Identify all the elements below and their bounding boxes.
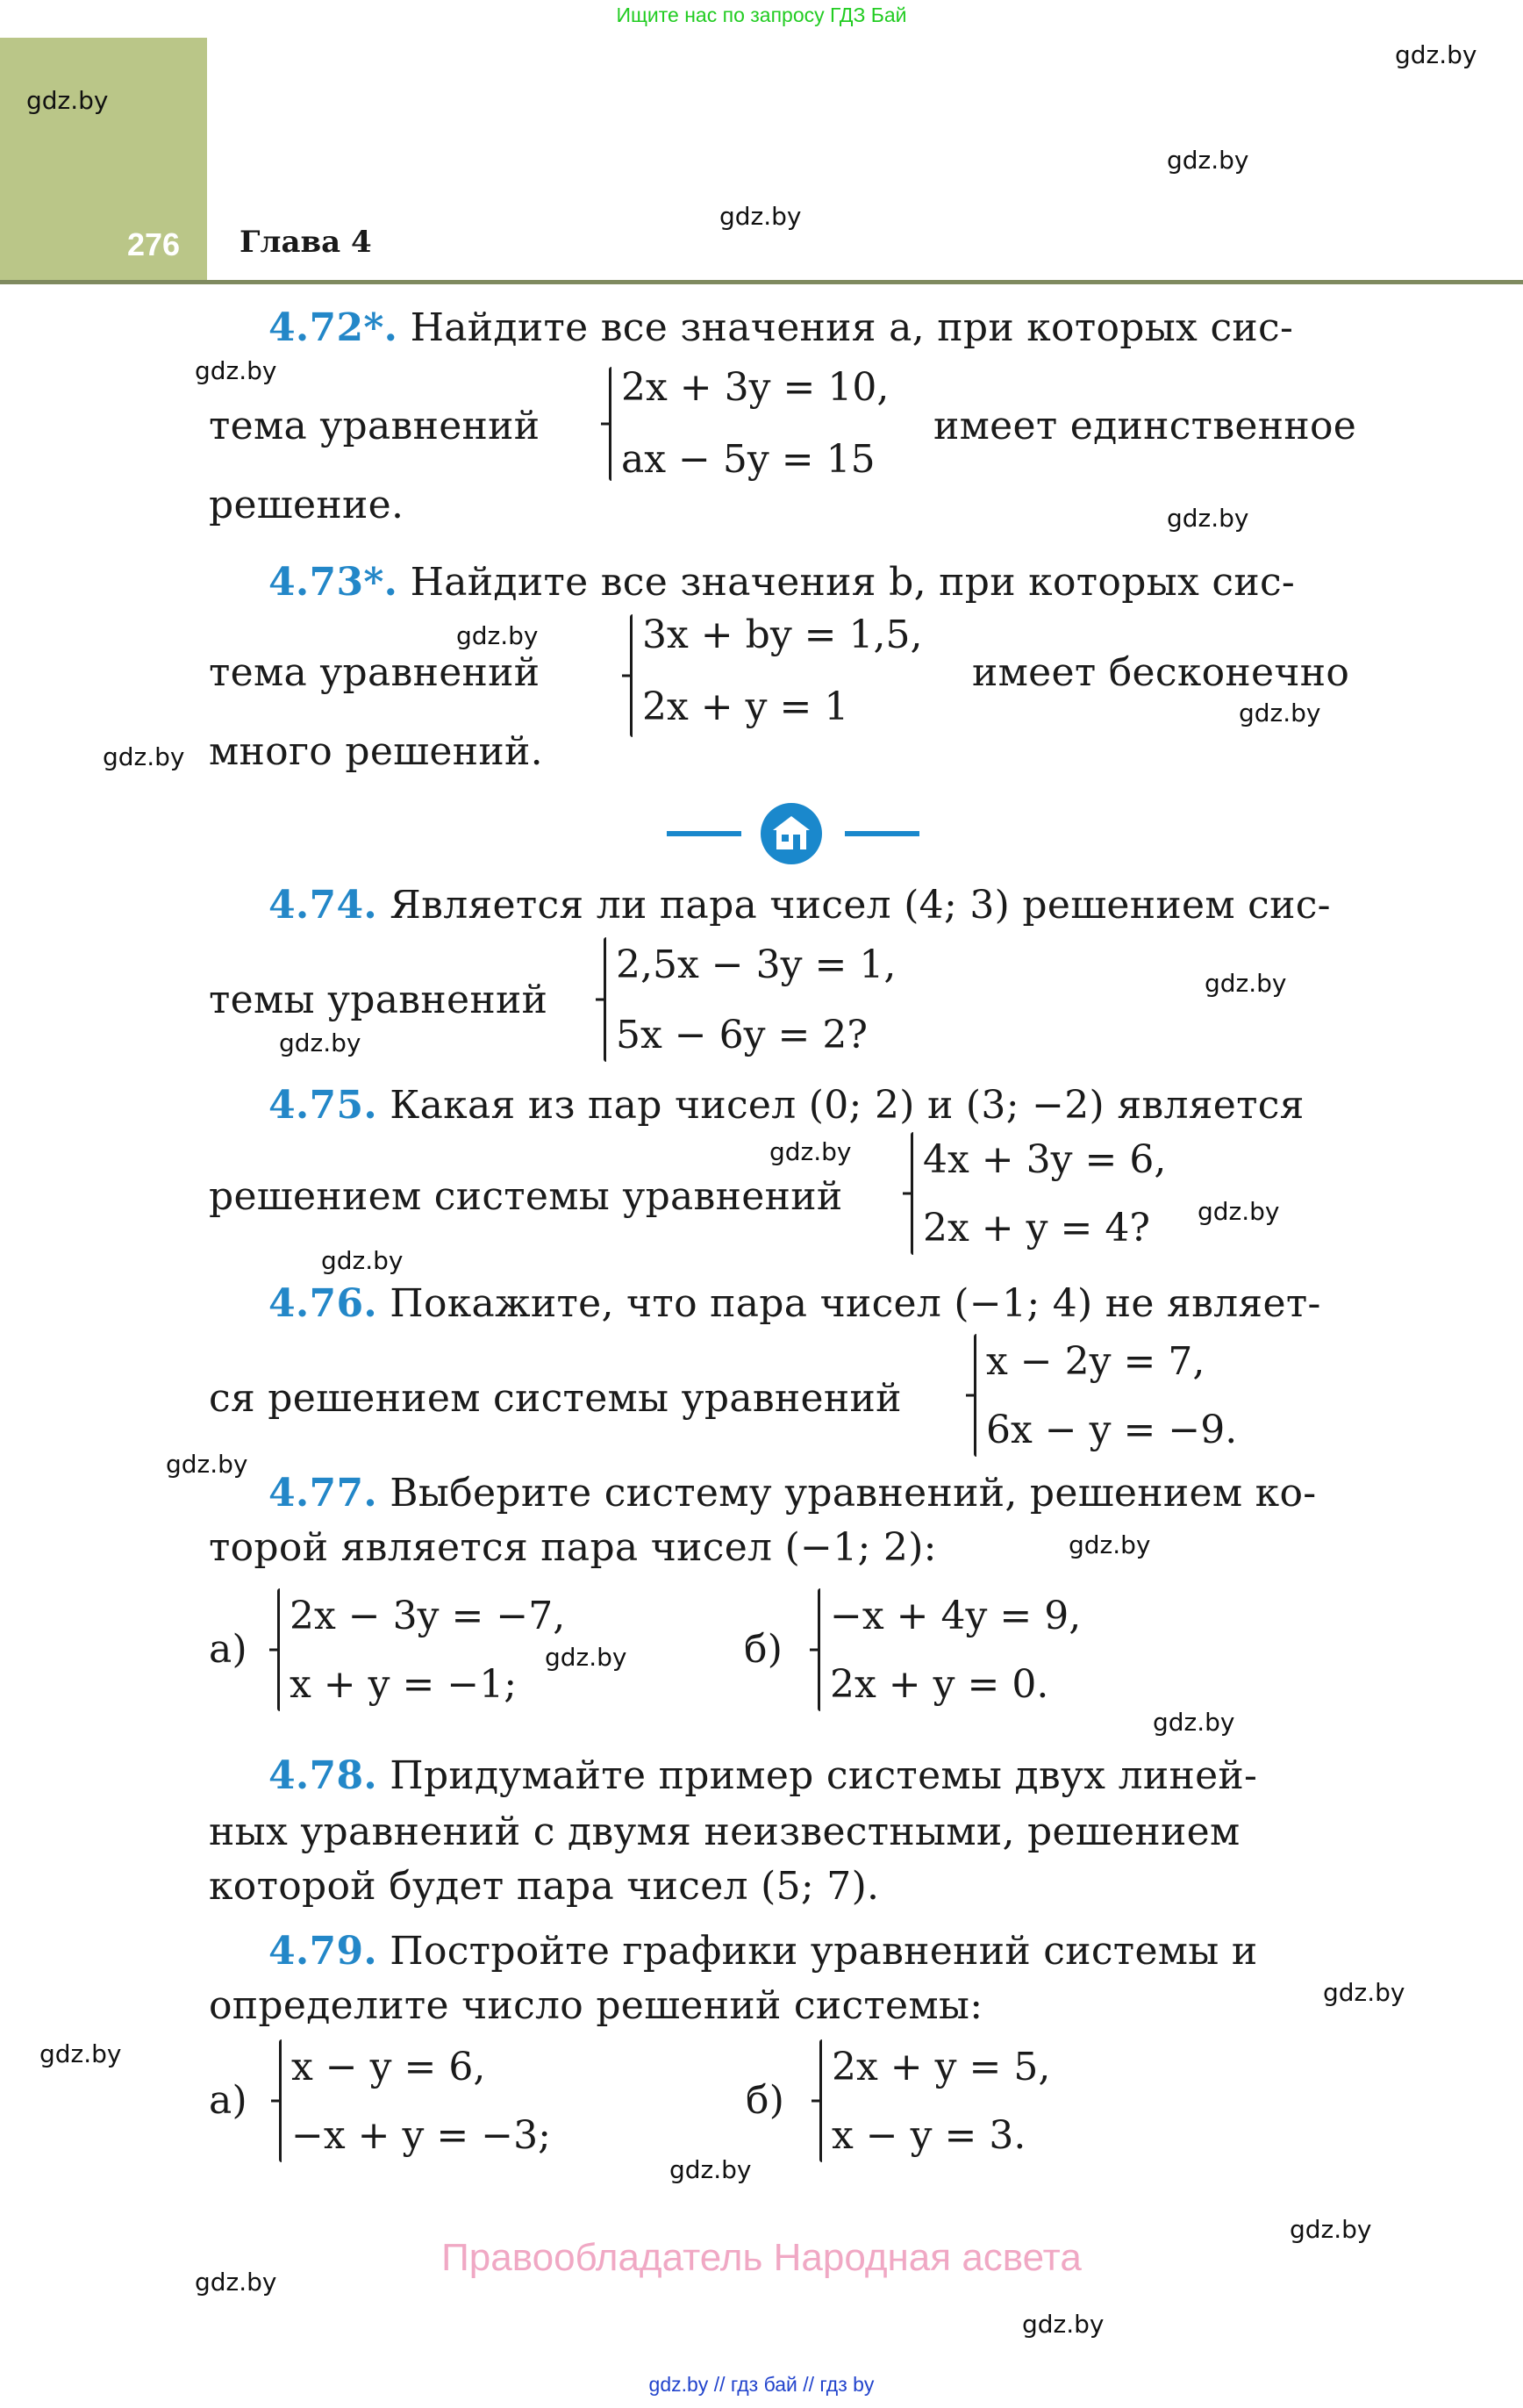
system-brace	[609, 367, 611, 481]
divider-line-right	[845, 831, 919, 836]
problem-text-pre: ся решением системы уравнений	[209, 1376, 902, 1421]
option-label-b: б)	[746, 2078, 785, 2123]
header-divider	[0, 280, 1523, 284]
problem-text-tail: решение.	[209, 483, 404, 527]
problem-text: Является ли пара чисел (4; 3) решением сис-	[390, 883, 1331, 928]
problem-text-line3: которой будет пара чисел (5; 7).	[209, 1864, 880, 1909]
system-brace	[630, 614, 633, 737]
problem-number: 4.78.	[268, 1753, 377, 1798]
chapter-title: Глава 4	[240, 225, 372, 260]
problem-text-line2: торой является пара чисел (−1; 2):	[209, 1525, 937, 1570]
equation: x − y = 3.	[832, 2113, 1026, 2158]
problem-text-line2: определите число решений системы:	[209, 1983, 983, 2028]
problem-text-pre: решением системы уравнений	[209, 1174, 843, 1219]
problem-text: Найдите все значения b, при которых сис-	[410, 560, 1296, 605]
home-icon-glyph	[761, 803, 822, 864]
problem-4-75	[268, 1083, 1305, 1128]
equation: −x + 4y = 9,	[830, 1594, 1082, 1638]
problem-text: Выберите систему уравнений, решением ко-	[390, 1471, 1317, 1516]
option-label-a: а)	[209, 2078, 247, 2123]
watermark: gdz.by	[1395, 40, 1477, 69]
problem-text: Какая из пар чисел (0; 2) и (3; −2) является	[390, 1083, 1305, 1128]
equation: 2x + y = 1	[642, 684, 849, 729]
problem-4-78	[268, 1753, 1258, 1798]
equation: 2,5x − 3y = 1,	[616, 942, 897, 987]
problem-text-tail: много решений.	[209, 729, 543, 774]
option-label-a: а)	[209, 1627, 247, 1672]
watermark: gdz.by	[166, 1450, 248, 1479]
watermark: gdz.by	[1167, 504, 1249, 533]
watermark: gdz.by	[321, 1246, 404, 1275]
top-search-note: Ищите нас по запросу ГДЗ Бай	[616, 4, 907, 26]
watermark: gdz.by	[669, 2155, 752, 2184]
problem-number: 4.72*.	[268, 305, 398, 350]
problem-4-74	[268, 883, 1331, 928]
equation: 2x + 3y = 10,	[621, 365, 890, 410]
problem-text-post: имеет бесконечно	[972, 650, 1350, 695]
problem-text-pre: тема уравнений	[209, 404, 540, 448]
equation: 2x + y = 4?	[923, 1206, 1150, 1251]
system-brace	[279, 2039, 282, 2162]
problem-text-pre: темы уравнений	[209, 978, 548, 1022]
watermark: gdz.by	[195, 356, 277, 385]
watermark: gdz.by	[279, 1028, 361, 1057]
problem-number: 4.74.	[268, 883, 377, 928]
equation: 6x − y = −9.	[986, 1408, 1238, 1452]
copyright-notice: Правообладатель Народная асвета	[441, 2236, 1082, 2279]
problem-number: 4.75.	[268, 1083, 377, 1128]
option-label-b: б)	[744, 1627, 783, 1672]
problem-4-77	[268, 1471, 1317, 1516]
watermark: gdz.by	[1290, 2215, 1372, 2244]
footer-links[interactable]: gdz.by // гдз бай // гдз by	[648, 2373, 875, 2396]
watermark: gdz.by	[545, 1643, 627, 1672]
system-brace	[819, 2039, 822, 2162]
problem-text: Постройте графики уравнений системы и	[390, 1929, 1258, 1974]
problem-4-73	[268, 560, 1296, 605]
problem-text-pre: тема уравнений	[209, 650, 540, 695]
system-brace	[604, 937, 606, 1062]
equation: 2x − 3y = −7,	[290, 1594, 566, 1638]
page-number: 276	[127, 226, 181, 262]
problem-number: 4.76.	[268, 1281, 377, 1326]
problem-number: 4.77.	[268, 1471, 377, 1516]
watermark: gdz.by	[456, 621, 539, 650]
watermark: gdz.by	[103, 742, 185, 771]
watermark: gdz.by	[1239, 699, 1321, 727]
divider-line-left	[667, 831, 741, 836]
watermark: gdz.by	[26, 86, 109, 115]
equation: x + y = −1;	[290, 1662, 518, 1707]
equation: ax − 5y = 15	[621, 437, 876, 482]
equation: −x + y = −3;	[291, 2113, 551, 2158]
system-brace	[277, 1588, 280, 1711]
system-brace	[911, 1132, 913, 1255]
equation: 5x − 6y = 2?	[616, 1013, 868, 1057]
problem-number: 4.73*.	[268, 560, 398, 605]
equation: 2x + y = 5,	[832, 2045, 1051, 2089]
equation: 4x + 3y = 6,	[923, 1137, 1167, 1182]
home-icon	[761, 803, 822, 864]
problem-text: Найдите все значения a, при которых сис-	[410, 305, 1294, 350]
watermark: gdz.by	[1167, 146, 1249, 175]
problem-text-post: имеет единственное	[933, 404, 1357, 448]
problem-text-line2: ных уравнений с двумя неизвестными, решением	[209, 1810, 1241, 1854]
watermark: gdz.by	[769, 1137, 852, 1166]
system-brace	[974, 1334, 976, 1457]
problem-text: Придумайте пример системы двух линей-	[390, 1753, 1258, 1798]
watermark: gdz.by	[39, 2039, 122, 2068]
watermark: gdz.by	[719, 202, 802, 231]
problem-number: 4.79.	[268, 1929, 377, 1974]
problem-text: Покажите, что пара чисел (−1; 4) не являет-	[390, 1281, 1321, 1326]
watermark: gdz.by	[1323, 1978, 1405, 2007]
problem-4-79	[268, 1929, 1258, 1974]
problem-4-72	[268, 305, 1377, 350]
watermark: gdz.by	[1069, 1530, 1151, 1559]
equation: 3x + by = 1,5,	[642, 613, 923, 657]
equation: 2x + y = 0.	[830, 1662, 1049, 1707]
equation: x − 2y = 7,	[986, 1339, 1205, 1384]
equation: x − y = 6,	[291, 2045, 486, 2089]
watermark: gdz.by	[1205, 969, 1287, 998]
system-brace	[818, 1588, 820, 1711]
watermark: gdz.by	[195, 2268, 277, 2297]
watermark: gdz.by	[1022, 2310, 1105, 2339]
watermark: gdz.by	[1153, 1708, 1235, 1737]
watermark: gdz.by	[1198, 1197, 1280, 1226]
problem-4-76	[268, 1281, 1321, 1326]
